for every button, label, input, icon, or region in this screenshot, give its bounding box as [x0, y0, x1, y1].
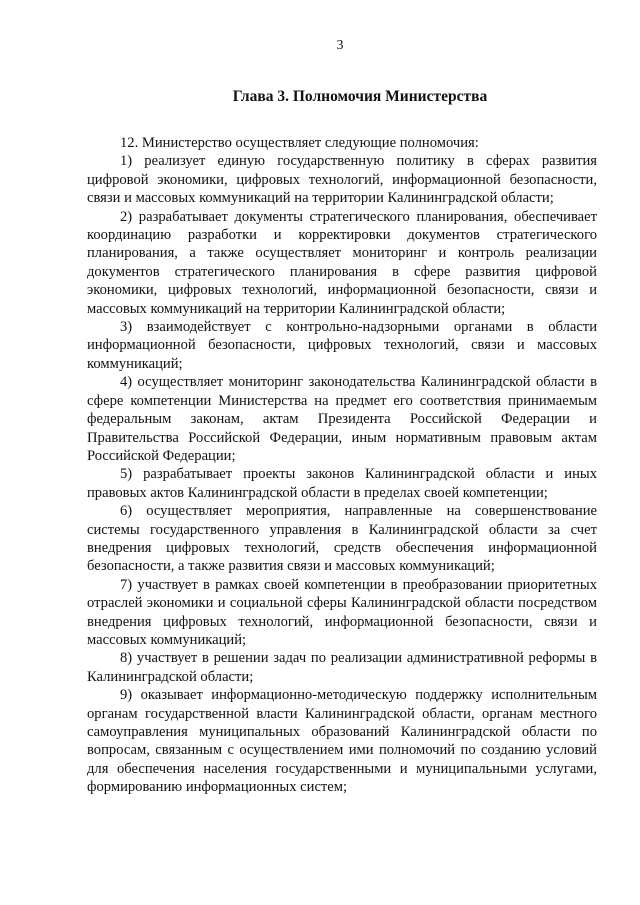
document-body [87, 134, 597, 797]
paragraph-item-6: 6) осуществляет мероприятия, направленные на совершенствование системы государственного управления в Калининградской области за счет внедрения цифровых технологий, средств обеспечения информационной безопасности, а также развития связи и массовых коммуникаций; [87, 503, 597, 575]
paragraph-item-1: 1) реализует единую государственную политику в сферах развития цифровой экономики, цифровых технологий, информационной безопасности, связи и массовых коммуникаций на территории Калининградской области; [87, 153, 597, 207]
page-number: 3 [336, 38, 344, 53]
paragraph-item-7: 7) участвует в рамках своей компетенции в преобразовании приоритетных отраслей экономики и социальной сферы Калининградской области посредством внедрения цифровых технологий, информационной безопасности, связи и массовых коммуникаций; [87, 576, 597, 648]
paragraph-item-9: 9) оказывает информационно-методическую поддержку исполнительным органам государственной власти Калининградской области, органам местного самоуправления муниципальных образований Калининградской области по вопросам, связанным с осуществлением ими полномочий по созданию условий для обеспечения населения государственными и муниципальными услугами, формированию информационных систем; [87, 687, 597, 796]
paragraph-item-2: 2) разрабатывает документы стратегического планирования, обеспечивает координацию разработки и корректировки документов стратегического планирования, а также осуществляет мониторинг и контроль реализации документов стратегического планирования в сфере развития цифровой экономики, цифровых технологий, информационной безопасности, связи и массовых коммуникаций на территории Калининградской области; [87, 208, 597, 317]
paragraph-item-5: 5) разрабатывает проекты законов Калининградской области и иных правовых актов Калининградской области в пределах своей компетенции; [87, 466, 597, 501]
paragraph-item-8: 8) участвует в решении задач по реализации административной реформы в Калининградской области; [87, 650, 597, 685]
paragraph-intro: 12. Министерство осуществляет следующие полномочия: [120, 135, 479, 151]
paragraph-item-3: 3) взаимодействует с контрольно-надзорными органами в области информационной безопасности, цифровых технологий, связи и массовых коммуникаций; [87, 319, 597, 372]
paragraph-item-4: 4) осуществляет мониторинг законодательства Калининградской области в сфере компетенции Министерства на предмет его соответствия принимаемым федеральным законам, актам Президента Российской Федерации и Правительства Российской Федерации, иным нормативным правовым актам Российской Федерации; [87, 374, 597, 464]
chapter-title: Глава 3. Полномочия Министерства [232, 88, 488, 105]
